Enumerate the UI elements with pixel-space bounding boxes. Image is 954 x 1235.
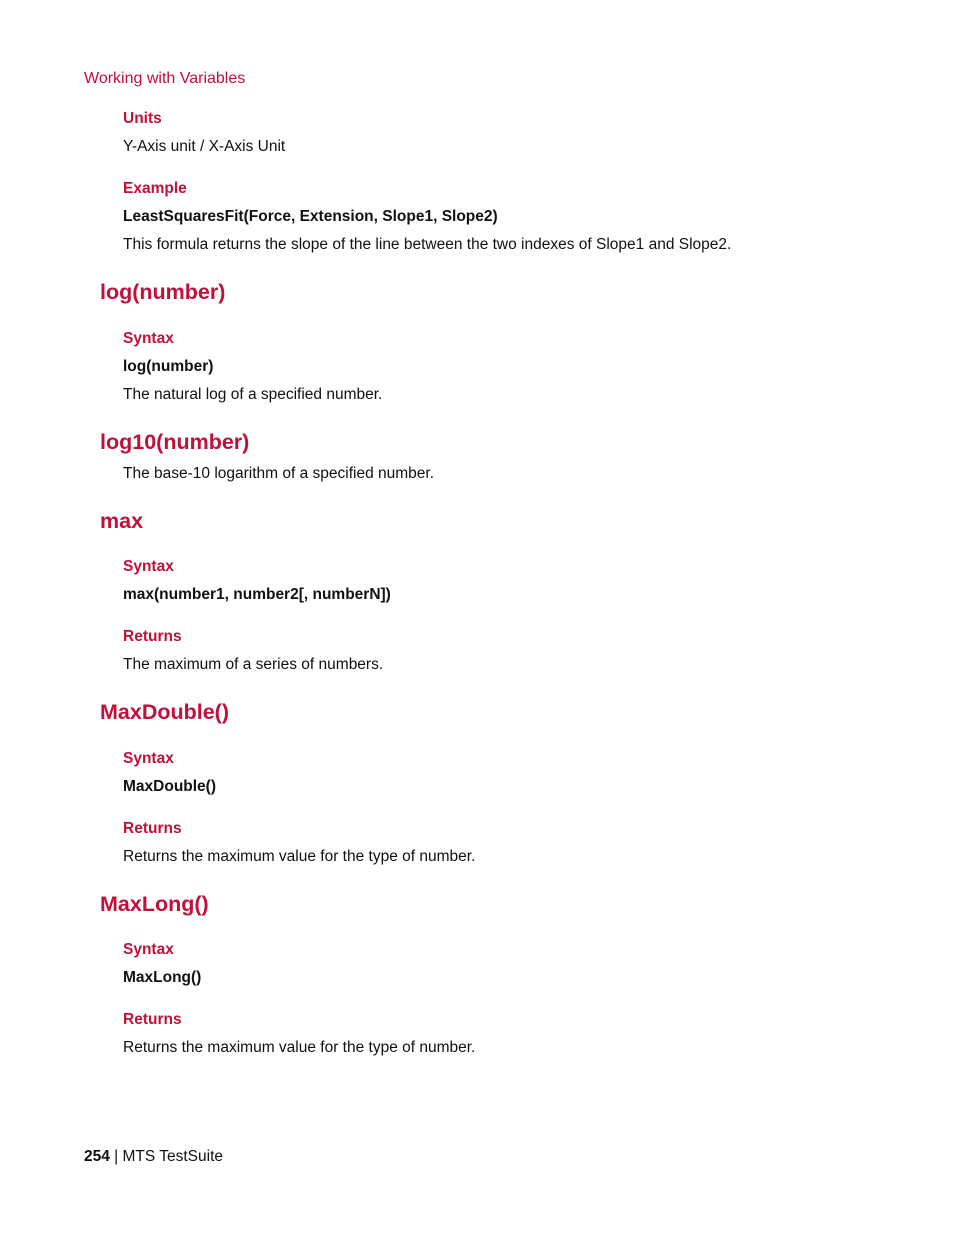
max-syntax-heading: Syntax: [123, 558, 174, 575]
running-head: Working with Variables: [84, 70, 246, 87]
maxdouble-returns-heading: Returns: [123, 820, 182, 837]
log-text: The natural log of a specified number.: [123, 386, 383, 403]
page-footer: [84, 1148, 223, 1166]
units-heading: Units: [123, 110, 162, 127]
footer-product: MTS TestSuite: [122, 1148, 224, 1165]
example-text: This formula returns the slope of the line between the two indexes of Slope1 and Slope2.: [123, 236, 732, 253]
max-returns-heading: Returns: [123, 628, 182, 645]
log10-title: log10(number): [100, 430, 250, 454]
maxdouble-title: MaxDouble(): [100, 700, 229, 724]
maxdouble-returns: Returns the maximum value for the type of number.: [123, 848, 476, 865]
maxdouble-syntax: MaxDouble(): [123, 778, 216, 795]
maxdouble-syntax-heading: Syntax: [123, 750, 174, 767]
maxlong-title: MaxLong(): [100, 892, 209, 916]
log-syntax: log(number): [123, 358, 214, 375]
maxlong-returns: Returns the maximum value for the type of number.: [123, 1039, 476, 1056]
example-code: LeastSquaresFit(Force, Extension, Slope1, Slope2): [123, 208, 498, 225]
max-returns: The maximum of a series of numbers.: [123, 656, 384, 673]
maxlong-syntax: MaxLong(): [123, 969, 202, 986]
maxlong-returns-heading: Returns: [123, 1011, 182, 1028]
maxlong-syntax-heading: Syntax: [123, 941, 174, 958]
page-number: 254: [84, 1148, 110, 1165]
units-text: Y-Axis unit / X-Axis Unit: [123, 138, 286, 155]
log-title: log(number): [100, 280, 226, 304]
footer-separator: |: [109, 1148, 123, 1165]
log-syntax-heading: Syntax: [123, 330, 174, 347]
max-syntax: max(number1, number2[, numberN]): [123, 586, 391, 603]
example-heading: Example: [123, 180, 187, 197]
max-title: max: [100, 509, 144, 533]
log10-text: The base-10 logarithm of a specified number.: [123, 465, 435, 482]
